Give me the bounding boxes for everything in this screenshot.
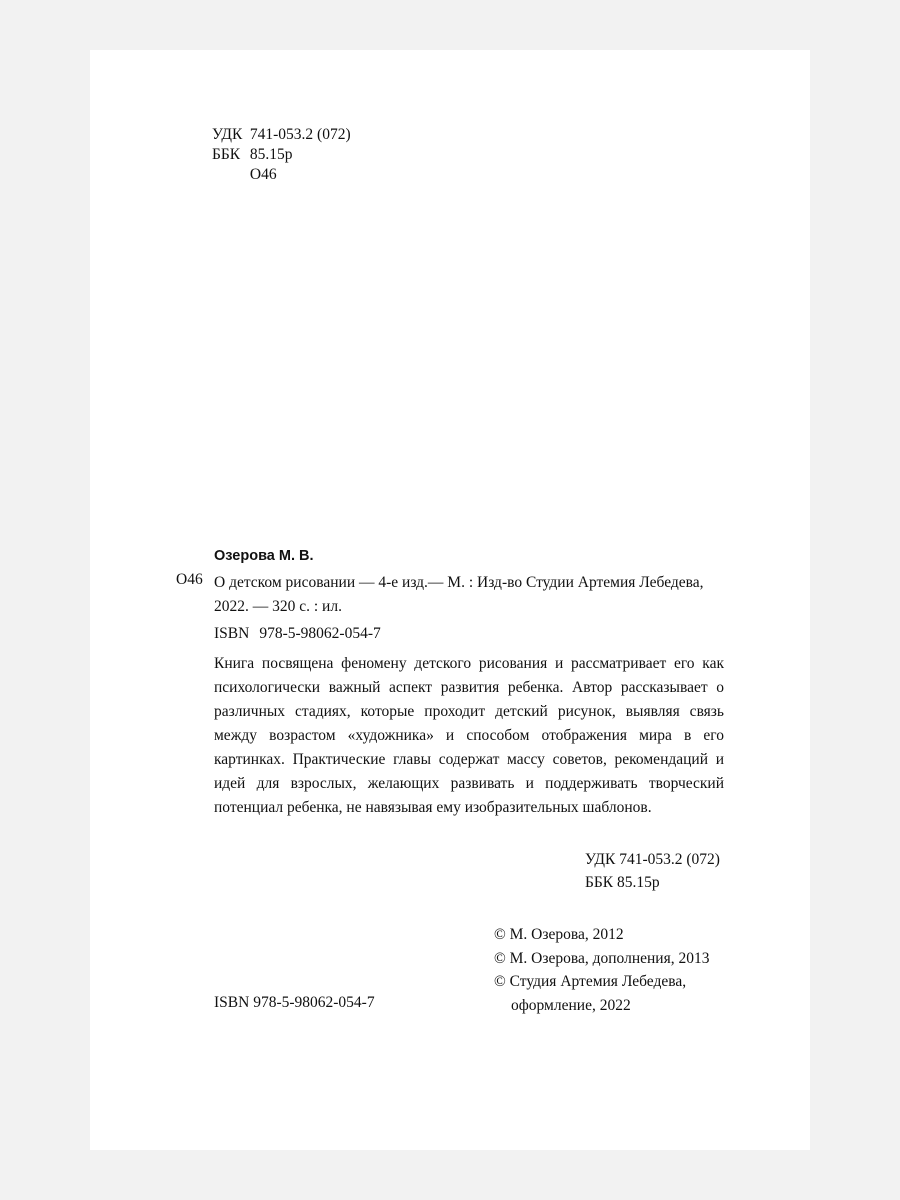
copyright-line: © М. Озерова, дополнения, 2013 [494, 949, 710, 967]
copyright-block [494, 923, 709, 1017]
author-name: Озерова М. В. [214, 548, 314, 564]
udk-line: УДК 741-053.2 (072) [585, 851, 720, 868]
isbn-entry [214, 625, 381, 643]
bbk-line: ББК 85.15р [585, 874, 660, 891]
bib-line-1: О детском рисовании — 4-е изд.— М. : Изд-во Студии Артемия Лебедева, [214, 574, 704, 591]
isbn-label: ISBN [214, 625, 250, 642]
bbk-value: 85.15р [249, 146, 293, 163]
bbk-row [212, 145, 351, 165]
copyright-line: © Студия Артемия Лебедева, [494, 973, 687, 990]
bib-line-2: 2022. — 320 с. : ил. [214, 598, 342, 615]
udk-row [212, 125, 351, 145]
classification-right [585, 848, 720, 894]
classification-block [212, 125, 351, 185]
bottom-isbn: ISBN 978-5-98062-054-7 [214, 994, 375, 1011]
author-mark: О46 [249, 166, 277, 183]
udk-label: УДК [212, 126, 243, 143]
bbk-label: ББК [212, 146, 241, 163]
copyright-line: © М. Озерова, 2012 [494, 926, 624, 943]
isbn-value: 978-5-98062-054-7 [259, 625, 381, 642]
author-mark-row [212, 165, 351, 185]
author-code: О46 [176, 571, 203, 588]
book-page [90, 50, 810, 1150]
udk-value: 741-053.2 (072) [249, 126, 351, 143]
bibliographic-description [214, 571, 704, 619]
annotation-paragraph: Книга посвящена феномену детского рисования и рассматривает его как психологически важный аспект развития ребенка. Автор рассказывает о различных стадиях, которые проходит детский рисунок, выявляя связь между возрастом «художника» и способом отображения мира в его картинках. Практические главы содержат массу советов, рекомендаций и идей для взрослых, желающих развивать и поддерживать творческий потенциал ребенка, не навязывая ему изобразительных шаблонов. [214, 655, 724, 816]
copyright-line-continued: оформление, 2022 [511, 996, 631, 1014]
